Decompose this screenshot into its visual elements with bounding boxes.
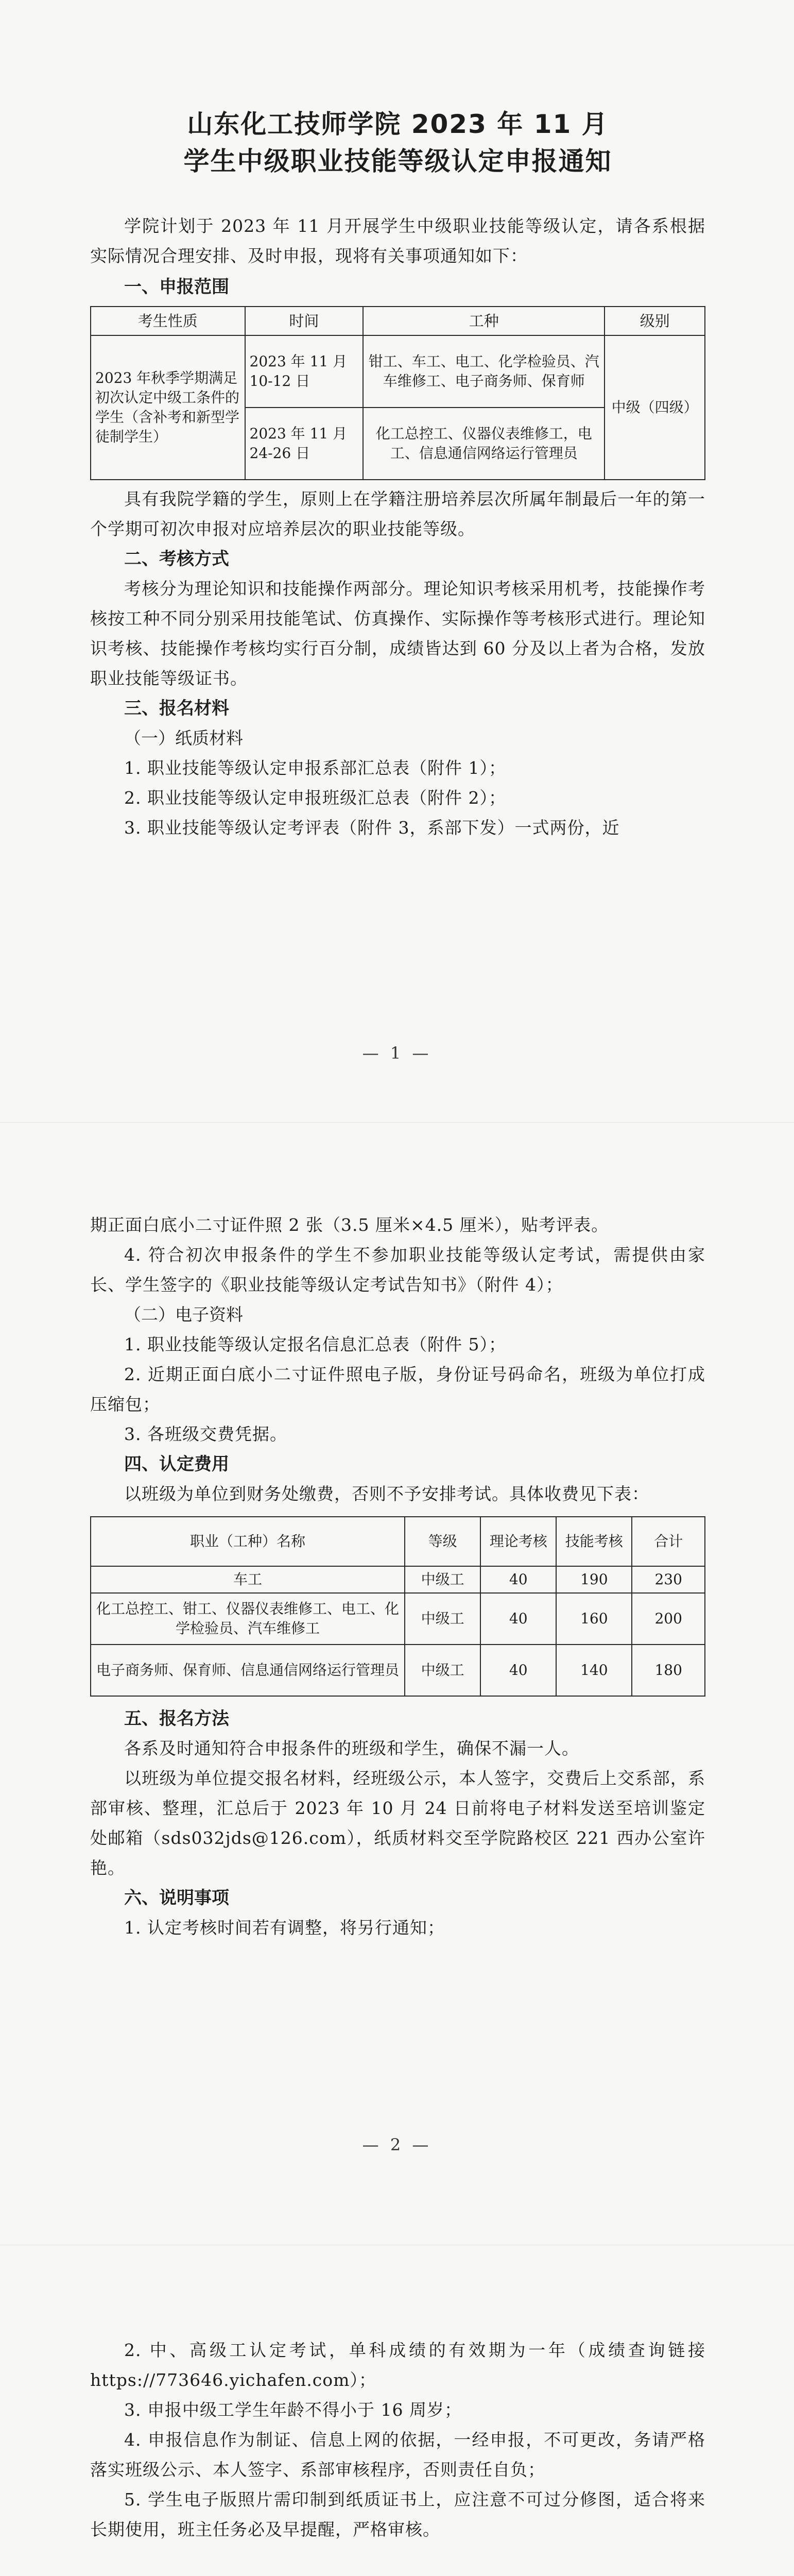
fee-total-cell: 180 [632, 1645, 705, 1696]
scope-job-cell: 化工总控工、仪器仪表维修工，电工、信息通信网络运行管理员 [363, 408, 605, 480]
scope-job-cell: 钳工、车工、电工、化学检验员、汽车维修工、电子商务师、保育师 [363, 335, 605, 408]
electronic-materials-subheading: （二）电子资料 [124, 1304, 243, 1325]
table-row [91, 1566, 705, 1593]
scope-table-header [91, 307, 705, 335]
scope-header-level: 级别 [605, 307, 705, 335]
paper-item-3-part2: 期正面白底小二寸证件照 2 张（3.5 厘米×4.5 厘米），贴考评表。 [90, 1215, 609, 1235]
table-row [91, 1593, 705, 1645]
fee-level-cell: 中级工 [405, 1645, 480, 1696]
table-row [91, 1645, 705, 1696]
table-row [91, 335, 705, 408]
fee-level-cell: 中级工 [405, 1566, 480, 1593]
page-number-1: — 1 — [362, 1043, 432, 1063]
fee-total-cell: 200 [632, 1593, 705, 1645]
note-item-3: 3. 申报中级工学生年龄不得小于 16 周岁； [124, 2400, 462, 2420]
electronic-item-2: 2. 近期正面白底小二寸证件照电子版，身份证号码命名，班级为单位打成压缩包； [90, 1364, 705, 1414]
electronic-item-3: 3. 各班级交费凭据。 [124, 1424, 287, 1444]
section-6-heading: 六、说明事项 [124, 1888, 229, 1908]
fee-header-total: 合计 [632, 1517, 705, 1566]
section-1-heading: 一、申报范围 [124, 277, 229, 297]
scope-nature-cell: 2023 年秋季学期满足初次认定中级工条件的学生（含补考和新型学徒制学生） [91, 335, 245, 480]
intro-paragraph: 学院计划于 2023 年 11 月开展学生中级职业技能等级认定，请各系根据实际情况合理安排、及时申报，现将有关事项通知如下： [90, 216, 705, 266]
method-paragraph-1: 各系及时通知符合申报条件的班级和学生，确保不漏一人。 [124, 1738, 579, 1758]
assessment-paragraph: 考核分为理论知识和技能操作两部分。理论知识考核采用机考，技能操作考核按工种不同分别采用技能笔试、仿真操作、实际操作等考核形式进行。理论知识考核、技能操作考核均实行百分制，成绩皆达到 60 分及以上者为合格，发放职业技能等级证书。 [90, 579, 705, 688]
fee-skill-cell: 190 [556, 1566, 632, 1593]
scope-level-cell: 中级（四级） [605, 335, 705, 480]
scope-header-time: 时间 [245, 307, 364, 335]
paper-item-3-part1: 3. 职业技能等级认定考评表（附件 3，系部下发）一式两份，近 [124, 818, 620, 838]
page-number-2: — 2 — [362, 2135, 432, 2155]
fee-skill-cell: 160 [556, 1593, 632, 1645]
page-1 [0, 0, 794, 1123]
fee-theory-cell: 40 [480, 1566, 556, 1593]
scope-header-nature: 考生性质 [91, 307, 245, 335]
paper-item-2: 2. 职业技能等级认定申报班级汇总表（附件 2）； [124, 788, 506, 808]
fee-table-header [91, 1517, 705, 1566]
scope-time-cell: 2023 年 11 月 10-12 日 [245, 335, 364, 408]
section-5-heading: 五、报名方法 [124, 1708, 229, 1729]
section-4-heading: 四、认定费用 [124, 1454, 229, 1475]
scope-header-job: 工种 [363, 307, 605, 335]
fee-name-cell: 车工 [91, 1566, 405, 1593]
paper-materials-subheading: （一）纸质材料 [124, 728, 243, 748]
note-item-2: 2. 中、高级工认定考试，单科成绩的有效期为一年（成绩查询链接 https://773646.yichafen.com）； [90, 2340, 705, 2390]
fee-table [90, 1516, 705, 1697]
fee-theory-cell: 40 [480, 1593, 556, 1645]
electronic-item-1: 1. 职业技能等级认定报名信息汇总表（附件 5）； [124, 1334, 506, 1354]
doc-title-line1: 山东化工技师学院 2023 年 11 月 [187, 109, 609, 139]
fee-theory-cell: 40 [480, 1645, 556, 1696]
fee-name-cell: 电子商务师、保育师、信息通信网络运行管理员 [91, 1645, 405, 1696]
fee-header-theory: 理论考核 [480, 1517, 556, 1566]
paper-item-1: 1. 职业技能等级认定申报系部汇总表（附件 1）； [124, 758, 506, 778]
paper-item-4: 4. 符合初次申报条件的学生不参加职业技能等级认定考试，需提供由家长、学生签字的《职业技能等级认定考试告知书》（附件 4）； [90, 1245, 705, 1295]
scope-note: 具有我院学籍的学生，原则上在学籍注册培养层次所属年制最后一年的第一个学期可初次申报对应培养层次的职业技能等级。 [90, 489, 705, 539]
fee-total-cell: 230 [632, 1566, 705, 1593]
fee-skill-cell: 140 [556, 1645, 632, 1696]
section-3-heading: 三、报名材料 [124, 698, 229, 719]
note-item-5: 5. 学生电子版照片需印制到纸质证书上，应注意不可过分修图，适合将来长期使用，班主任务必及早提醒，严格审核。 [90, 2489, 705, 2539]
scope-table [90, 306, 705, 480]
fee-header-skill: 技能考核 [556, 1517, 632, 1566]
fee-level-cell: 中级工 [405, 1593, 480, 1645]
note-item-4: 4. 申报信息作为制证、信息上网的依据，一经申报，不可更改，务请严格落实班级公示、本人签字、系部审核程序，否则责任自负； [90, 2430, 705, 2480]
fee-name-cell: 化工总控工、钳工、仪器仪表维修工、电工、化学检验员、汽车维修工 [91, 1593, 405, 1645]
scope-time-cell: 2023 年 11 月 24-26 日 [245, 408, 364, 480]
section-2-heading: 二、考核方式 [124, 549, 229, 569]
fee-header-level: 等级 [405, 1517, 480, 1566]
fee-header-name: 职业（工种）名称 [91, 1517, 405, 1566]
page-2 [0, 1123, 794, 2245]
method-paragraph-2: 以班级为单位提交报名材料，经班级公示，本人签字，交费后上交系部，系部审核、整理，汇总后于 2023 年 10 月 24 日前将电子材料发送至培训鉴定处邮箱（sds032jds@126.com），纸质材料交至学院路校区 221 西办公室许艳。 [90, 1768, 705, 1878]
doc-title-line2: 学生中级职业技能等级认定申报通知 [183, 146, 612, 176]
fee-paragraph: 以班级为单位到财务处缴费，否则不予安排考试。具体收费见下表： [124, 1484, 649, 1504]
note-item-1: 1. 认定考核时间若有调整，将另行通知； [124, 1918, 445, 1938]
page-3 [0, 2245, 794, 2576]
